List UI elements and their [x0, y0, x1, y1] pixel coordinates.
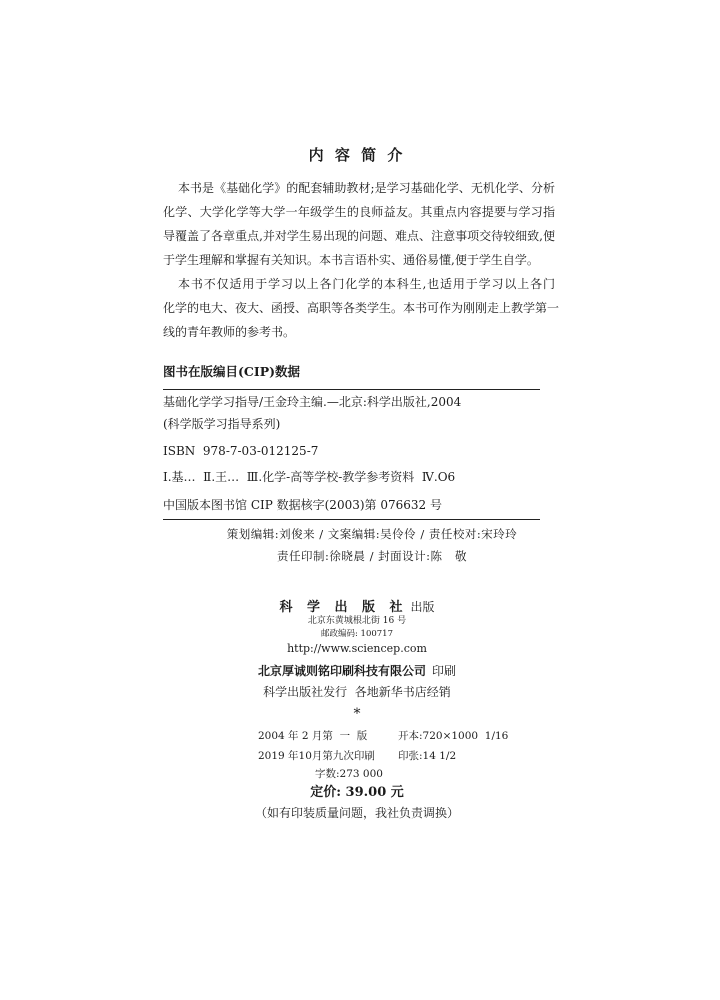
printing-info: 2019 年10月第九次印刷 [258, 750, 375, 762]
publisher-name: 科 学 出 版 社 [279, 600, 405, 615]
intro-p2-line: 化学的电大、夜大、函授、高职等各类学生。本书可作为刚刚走上教学第一 [163, 301, 560, 315]
word-count: 字数:273 000 [315, 768, 383, 780]
cip-isbn-line: ISBN 978-7-03-012125-7 [163, 444, 319, 458]
printer-line [157, 662, 557, 679]
separator-asterisk: * [353, 706, 361, 722]
cip-record-line: 中国版本图书馆 CIP 数据核字(2003)第 076632 号 [163, 498, 442, 512]
printer-name: 北京厚诚则铭印刷科技有限公司 [257, 664, 426, 678]
price: 定价: 39.00 元 [310, 785, 404, 800]
intro-p2-line: 本书不仅适用于学习以上各门化学的本科生,也适用于学习以上各门 [178, 277, 555, 291]
publisher-website: http://www.sciencep.com [287, 642, 427, 655]
publisher-address: 北京东黄城根北街 16 号 [307, 616, 407, 626]
cip-subject-line: Ⅰ.基… Ⅱ.王… Ⅲ.化学-高等学校-教学参考资料 Ⅳ.O6 [163, 470, 456, 484]
intro-text [163, 176, 560, 344]
distribution-line: 科学出版社发行 各地新华书店经销 [263, 685, 451, 699]
quality-notice: （如有印装质量问题，我社负责调换） [254, 806, 459, 820]
cip-series-line: (科学版学习指导系列) [163, 417, 281, 431]
cip-rule-bottom [163, 519, 540, 520]
intro-p2-line: 线的青年教师的参考书。 [163, 325, 296, 339]
first-edition: 2004 年 2 月第 一 版 [258, 730, 368, 742]
intro-p1-line: 化学、大学化学等大学一年级学生的良师益友。其重点内容提要与学习指 [163, 205, 555, 219]
publisher-name-suffix: 出版 [410, 600, 435, 614]
intro-p1-line: 导覆盖了各章重点,并对学生易出现的问题、难点、注意事项交待较细致,便 [163, 229, 555, 243]
publisher-postcode: 邮政编码: 100717 [320, 629, 393, 639]
intro-title: 内 容 简 介 [308, 146, 406, 164]
printed-sheets: 印张:14 1/2 [398, 750, 457, 762]
printer-suffix: 印刷 [432, 664, 457, 678]
intro-p1-line: 于学生理解和掌握有关知识。本书言语朴实、通俗易懂,便于学生自学。 [163, 253, 539, 267]
cip-rule-top [163, 389, 540, 390]
cip-title-line: 基础化学学习指导/王金玲主编.—北京:科学出版社,2004 [163, 395, 462, 409]
cip-heading: 图书在版编目(CIP)数据 [163, 364, 301, 379]
editor-credits: 策划编辑:刘俊来 / 文案编辑:吴伶伶 / 责任校对:宋玲玲 [226, 527, 518, 541]
book-format: 开本:720×1000 1/16 [398, 730, 509, 742]
production-credits: 责任印制:徐晓晨 / 封面设计:陈 敬 [277, 549, 467, 563]
publisher-line [157, 597, 557, 617]
intro-p1-line: 本书是《基础化学》的配套辅助教材;是学习基础化学、无机化学、分析 [178, 181, 555, 195]
